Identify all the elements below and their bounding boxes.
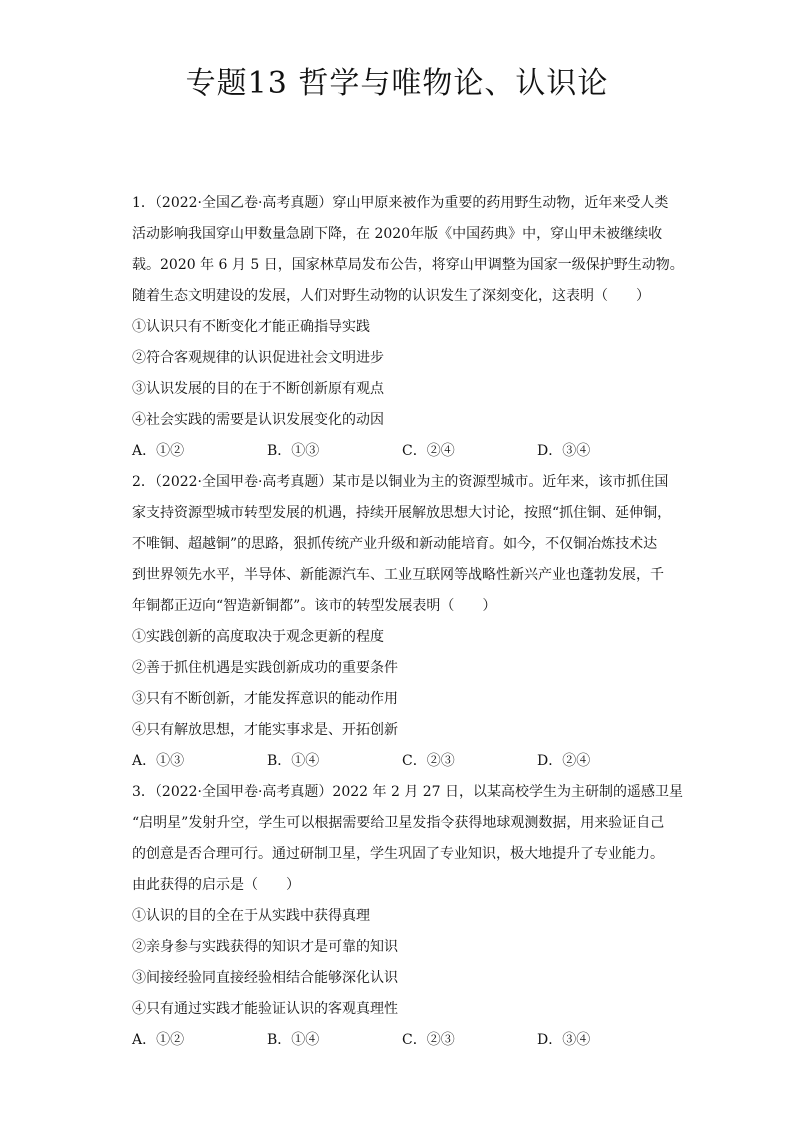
question-list xyxy=(132,188,684,1056)
statement: ②善于抓住机遇是实践创新成功的重要条件 xyxy=(132,660,398,676)
option-d: D．③④ xyxy=(537,443,591,459)
option-b: B．①④ xyxy=(267,753,320,769)
option-c: C．②③ xyxy=(402,1032,455,1048)
question-2 xyxy=(132,467,672,777)
option-d: D．③④ xyxy=(537,1032,591,1048)
statement: ③间接经验同直接经验相结合能够深化认识 xyxy=(132,970,398,986)
statement: ②亲身参与实践获得的知识才是可靠的知识 xyxy=(132,939,398,955)
question-stem-line: 年铜都正迈向“智造新铜都”。该市的转型发展表明（ ） xyxy=(132,598,497,614)
page-title: 专题13 哲学与唯物论、认识论 xyxy=(185,66,609,101)
statement: ④只有通过实践才能验证认识的客观真理性 xyxy=(132,1001,398,1017)
option-c: C．②③ xyxy=(402,753,455,769)
statement: ②符合客观规律的认识促进社会文明进步 xyxy=(132,350,384,366)
question-stem-line: 家支持资源型城市转型发展的机遇，持续开展解放思想大讨论，按照“抓住铜、延伸铜， xyxy=(132,505,672,521)
answer-options xyxy=(132,436,672,467)
option-a: A．①③ xyxy=(132,753,185,769)
question-1 xyxy=(132,188,684,467)
question-stem-line: 2．（2022·全国甲卷·高考真题）某市是以铜业为主的资源型城市。近年来，该市抓住国 xyxy=(132,474,669,490)
question-stem-line: 载。2020 年 6 月 5 日，国家林草局发布公告，将穿山甲调整为国家一级保护野生动物。 xyxy=(132,257,684,273)
question-stem-line: 到世界领先水平，半导体、新能源汽车、工业互联网等战略性新兴产业也蓬勃发展，千 xyxy=(132,567,664,583)
question-stem-line: “启明星”发射升空，学生可以根据需要给卫星发指令获得地球观测数据，用来验证自己 xyxy=(132,815,665,831)
answer-options xyxy=(132,746,672,777)
option-c: C．②④ xyxy=(402,443,455,459)
statement: ①认识只有不断变化才能正确指导实践 xyxy=(132,319,370,335)
option-b: B．①④ xyxy=(267,1032,320,1048)
statement: ①认识的目的全在于从实践中获得真理 xyxy=(132,908,370,924)
question-stem-line: 随着生态文明建设的发展，人们对野生动物的认识发生了深刻变化，这表明（ ） xyxy=(132,288,650,304)
question-stem-line: 不唯铜、超越铜”的思路，狠抓传统产业升级和新动能培育。如今，不仅铜冶炼技术达 xyxy=(132,536,658,552)
question-3 xyxy=(132,777,684,1056)
option-a: A．①② xyxy=(132,1032,185,1048)
question-stem-line: 由此获得的启示是（ ） xyxy=(132,877,300,893)
question-stem-line: 1．（2022·全国乙卷·高考真题）穿山甲原来被作为重要的药用野生动物，近年来受人类 xyxy=(132,195,669,211)
question-stem-line: 的创意是否合理可行。通过研制卫星，学生巩固了专业知识，极大地提升了专业能力。 xyxy=(132,846,664,862)
statement: ④社会实践的需要是认识发展变化的动因 xyxy=(132,412,384,428)
option-d: D．②④ xyxy=(537,753,591,769)
statement: ③只有不断创新，才能发挥意识的能动作用 xyxy=(132,691,398,707)
statement: ①实践创新的高度取决于观念更新的程度 xyxy=(132,629,384,645)
option-a: A．①② xyxy=(132,443,185,459)
answer-options xyxy=(132,1025,672,1056)
statement: ④只有解放思想，才能实事求是、开拓创新 xyxy=(132,722,398,738)
statement: ③认识发展的目的在于不断创新原有观点 xyxy=(132,381,384,397)
question-stem-line: 活动影响我国穿山甲数量急剧下降，在 2020年版《中国药典》中，穿山甲未被继续收 xyxy=(132,226,663,242)
option-b: B．①③ xyxy=(267,443,320,459)
question-stem-line: 3．（2022·全国甲卷·高考真题）2022 年 2 月 27 日，以某高校学生为主研制的遥感卫星 xyxy=(132,784,684,800)
